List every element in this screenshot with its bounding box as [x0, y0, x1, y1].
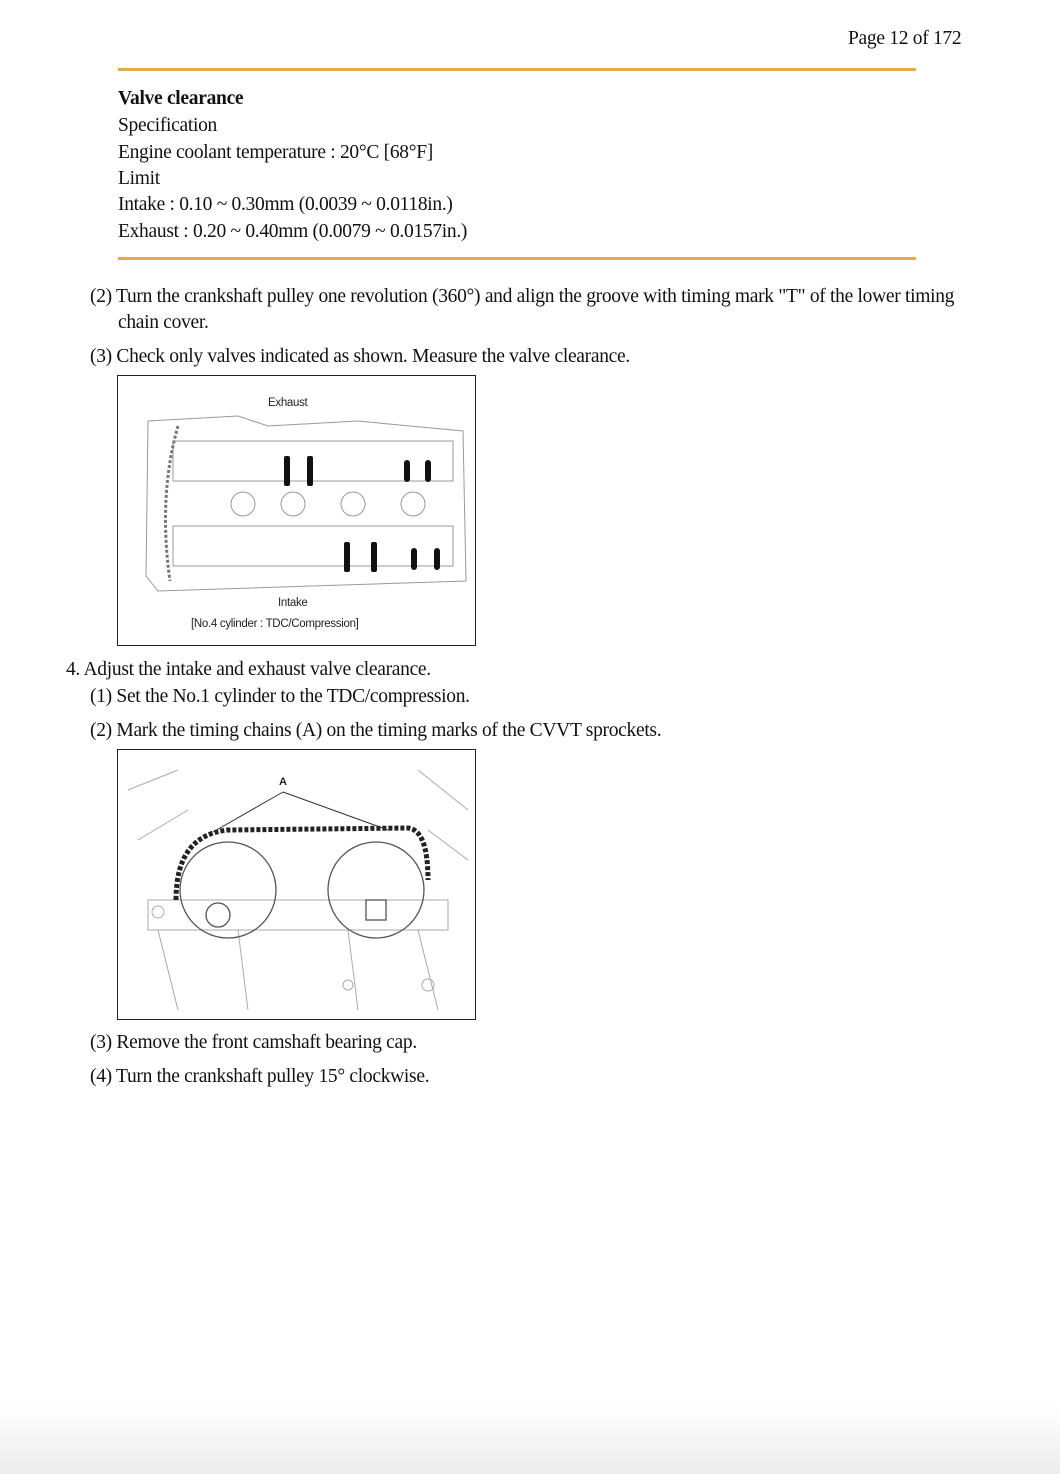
- step-text: (2) Mark the timing chains (A) on the timing marks of the CVVT sprockets.: [90, 720, 662, 741]
- timing-chain-illustration: [118, 750, 475, 1019]
- figure-caption: [No.4 cylinder : TDC/Compression]: [191, 618, 359, 630]
- step-text: chain cover.: [118, 312, 209, 333]
- spec-title: Valve clearance: [118, 88, 244, 109]
- exhaust-label: Exhaust: [268, 397, 308, 409]
- step-text: (4) Turn the crankshaft pulley 15° clockwise.: [90, 1066, 430, 1087]
- spec-line: Exhaust : 0.20 ~ 0.40mm (0.0079 ~ 0.0157in.): [118, 221, 468, 242]
- timing-chain-figure: [117, 749, 476, 1020]
- spec-line: Specification: [118, 115, 217, 136]
- spec-top-rule: [118, 68, 916, 71]
- step-text: (3) Remove the front camshaft bearing cap.: [90, 1032, 417, 1053]
- step-text: (1) Set the No.1 cylinder to the TDC/compression.: [90, 686, 470, 707]
- spec-line: Engine coolant temperature : 20°C [68°F]: [118, 142, 433, 163]
- spec-line: Limit: [118, 168, 160, 189]
- page-indicator: Page 12 of 172: [848, 28, 962, 49]
- intake-label: Intake: [278, 597, 308, 609]
- valve-layout-figure: [117, 375, 476, 646]
- page-bottom-shadow: [0, 1404, 1060, 1474]
- step-text: (3) Check only valves indicated as shown. Measure the valve clearance.: [90, 346, 630, 367]
- spec-bottom-rule: [118, 257, 916, 260]
- spec-line: Intake : 0.10 ~ 0.30mm (0.0039 ~ 0.0118in.): [118, 194, 453, 215]
- step-text: (2) Turn the crankshaft pulley one revolution (360°) and align the groove with timing mark "T" of the lower timing: [90, 286, 955, 307]
- callout-a: A: [279, 776, 287, 788]
- step-heading: 4. Adjust the intake and exhaust valve clearance.: [66, 659, 431, 680]
